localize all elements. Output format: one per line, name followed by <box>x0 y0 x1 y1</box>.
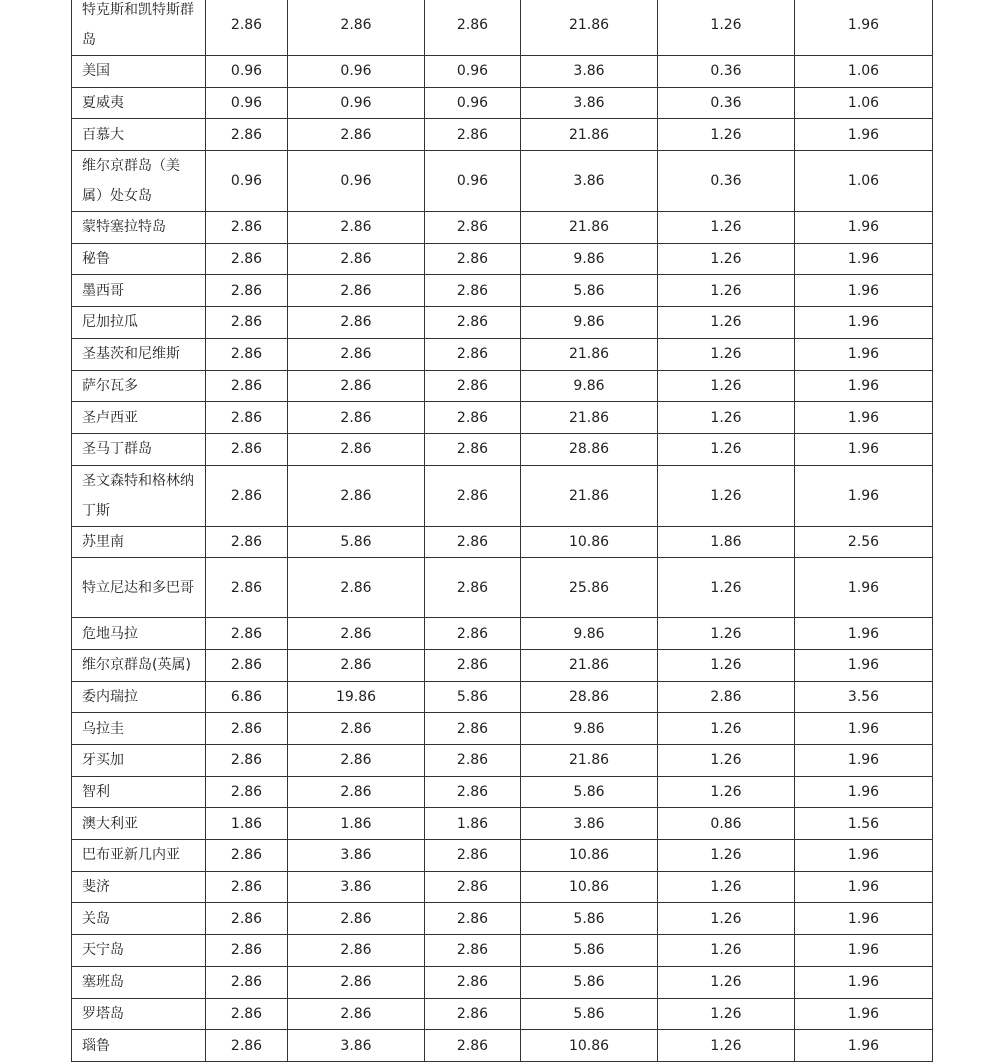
rate-cell-4: 9.86 <box>521 370 658 402</box>
table-row <box>72 275 933 307</box>
rate-cell-2: 0.96 <box>288 56 425 88</box>
rate-cell-6: 1.96 <box>795 243 933 275</box>
table-row <box>72 649 933 681</box>
rate-cell-5: 1.26 <box>658 776 795 808</box>
rate-cell-3: 0.96 <box>425 87 521 119</box>
rate-cell-6: 3.56 <box>795 681 933 713</box>
rate-cell-5: 1.26 <box>658 1030 795 1062</box>
rate-cell-2: 2.86 <box>288 307 425 339</box>
rate-cell-5: 1.26 <box>658 998 795 1030</box>
rate-cell-5: 1.26 <box>658 0 795 56</box>
country-cell: 智利 <box>72 776 206 808</box>
rate-cell-3: 2.86 <box>425 402 521 434</box>
rate-cell-6: 1.96 <box>795 745 933 777</box>
rate-cell-1: 2.86 <box>206 840 288 872</box>
rate-cell-5: 1.26 <box>658 618 795 650</box>
rate-cell-4: 3.86 <box>521 87 658 119</box>
rate-cell-2: 1.86 <box>288 808 425 840</box>
rate-cell-5: 0.36 <box>658 56 795 88</box>
country-cell: 危地马拉 <box>72 618 206 650</box>
table-row <box>72 402 933 434</box>
rate-cell-3: 0.96 <box>425 56 521 88</box>
rate-cell-4: 10.86 <box>521 871 658 903</box>
rate-cell-5: 1.26 <box>658 840 795 872</box>
rate-cell-1: 2.86 <box>206 526 288 558</box>
rate-cell-2: 3.86 <box>288 840 425 872</box>
rate-cell-1: 2.86 <box>206 212 288 244</box>
rate-cell-4: 5.86 <box>521 935 658 967</box>
rate-cell-4: 5.86 <box>521 998 658 1030</box>
rate-cell-5: 0.36 <box>658 87 795 119</box>
rate-cell-4: 21.86 <box>521 745 658 777</box>
rate-cell-2: 2.86 <box>288 558 425 618</box>
table-row <box>72 56 933 88</box>
country-cell: 蒙特塞拉特岛 <box>72 212 206 244</box>
country-cell: 维尔京群岛（美属）处女岛 <box>72 151 206 212</box>
rate-cell-4: 21.86 <box>521 212 658 244</box>
rate-cell-2: 3.86 <box>288 1030 425 1062</box>
rate-cell-6: 1.96 <box>795 966 933 998</box>
table-row <box>72 307 933 339</box>
table-row <box>72 966 933 998</box>
country-cell: 瑙鲁 <box>72 1030 206 1062</box>
rate-cell-2: 2.86 <box>288 243 425 275</box>
rate-cell-6: 1.06 <box>795 56 933 88</box>
rate-cell-5: 1.26 <box>658 307 795 339</box>
rate-cell-2: 0.96 <box>288 87 425 119</box>
rate-cell-1: 0.96 <box>206 56 288 88</box>
rate-cell-5: 0.36 <box>658 151 795 212</box>
rate-cell-1: 2.86 <box>206 998 288 1030</box>
rate-cell-1: 1.86 <box>206 808 288 840</box>
rate-cell-5: 1.26 <box>658 275 795 307</box>
country-cell: 圣基茨和尼维斯 <box>72 338 206 370</box>
rate-cell-6: 1.96 <box>795 618 933 650</box>
rate-cell-5: 1.86 <box>658 526 795 558</box>
rate-cell-4: 3.86 <box>521 808 658 840</box>
country-cell: 百慕大 <box>72 119 206 151</box>
rate-cell-5: 1.26 <box>658 119 795 151</box>
rate-cell-3: 0.96 <box>425 151 521 212</box>
country-cell: 巴布亚新几内亚 <box>72 840 206 872</box>
rate-cell-3: 2.86 <box>425 465 521 526</box>
country-cell: 特克斯和凯特斯群岛 <box>72 0 206 56</box>
rate-cell-6: 1.56 <box>795 808 933 840</box>
rate-cell-4: 3.86 <box>521 151 658 212</box>
rate-cell-3: 2.86 <box>425 713 521 745</box>
country-cell: 苏里南 <box>72 526 206 558</box>
country-cell: 牙买加 <box>72 745 206 777</box>
rate-cell-4: 21.86 <box>521 465 658 526</box>
rate-cell-1: 2.86 <box>206 0 288 56</box>
rate-cell-1: 2.86 <box>206 275 288 307</box>
rate-cell-1: 2.86 <box>206 903 288 935</box>
table-row <box>72 212 933 244</box>
rate-cell-2: 2.86 <box>288 649 425 681</box>
table-row <box>72 151 933 212</box>
rate-cell-1: 2.86 <box>206 402 288 434</box>
table-row <box>72 370 933 402</box>
rate-cell-6: 1.96 <box>795 558 933 618</box>
rate-cell-3: 2.86 <box>425 871 521 903</box>
table-row <box>72 465 933 526</box>
rate-cell-1: 2.86 <box>206 119 288 151</box>
rate-cell-3: 2.86 <box>425 243 521 275</box>
table-row <box>72 776 933 808</box>
rate-cell-2: 2.86 <box>288 745 425 777</box>
rate-cell-6: 1.96 <box>795 776 933 808</box>
rate-cell-6: 1.96 <box>795 0 933 56</box>
rate-cell-3: 2.86 <box>425 0 521 56</box>
rate-cell-4: 21.86 <box>521 402 658 434</box>
table-row <box>72 808 933 840</box>
table-row <box>72 433 933 465</box>
rate-cell-3: 2.86 <box>425 840 521 872</box>
rate-cell-6: 1.96 <box>795 402 933 434</box>
table-row <box>72 998 933 1030</box>
rate-cell-6: 1.96 <box>795 1030 933 1062</box>
country-cell: 美国 <box>72 56 206 88</box>
country-cell: 夏威夷 <box>72 87 206 119</box>
rate-cell-6: 1.96 <box>795 840 933 872</box>
rate-cell-3: 2.86 <box>425 275 521 307</box>
rate-cell-6: 1.96 <box>795 370 933 402</box>
rate-cell-1: 2.86 <box>206 966 288 998</box>
table-row <box>72 745 933 777</box>
country-cell: 斐济 <box>72 871 206 903</box>
rate-cell-6: 1.96 <box>795 935 933 967</box>
country-cell: 天宁岛 <box>72 935 206 967</box>
rate-cell-1: 0.96 <box>206 151 288 212</box>
rate-cell-2: 2.86 <box>288 0 425 56</box>
rate-cell-1: 2.86 <box>206 370 288 402</box>
rate-cell-2: 2.86 <box>288 433 425 465</box>
rate-cell-4: 9.86 <box>521 307 658 339</box>
rate-cell-6: 1.96 <box>795 212 933 244</box>
rate-cell-2: 2.86 <box>288 903 425 935</box>
country-cell: 罗塔岛 <box>72 998 206 1030</box>
rate-cell-5: 1.26 <box>658 212 795 244</box>
rate-cell-3: 2.86 <box>425 776 521 808</box>
rate-cell-5: 1.26 <box>658 871 795 903</box>
table-row <box>72 935 933 967</box>
rate-cell-4: 21.86 <box>521 0 658 56</box>
rate-cell-4: 3.86 <box>521 56 658 88</box>
rate-cell-3: 2.86 <box>425 1030 521 1062</box>
country-cell: 圣马丁群岛 <box>72 433 206 465</box>
rate-cell-5: 0.86 <box>658 808 795 840</box>
rate-cell-6: 1.96 <box>795 713 933 745</box>
country-cell: 特立尼达和多巴哥 <box>72 558 206 618</box>
country-cell: 维尔京群岛(英属) <box>72 649 206 681</box>
rate-cell-4: 10.86 <box>521 840 658 872</box>
rate-cell-4: 9.86 <box>521 243 658 275</box>
rate-cell-6: 1.96 <box>795 465 933 526</box>
rate-cell-1: 2.86 <box>206 935 288 967</box>
rate-cell-3: 2.86 <box>425 649 521 681</box>
rate-cell-4: 5.86 <box>521 275 658 307</box>
table-row <box>72 243 933 275</box>
rate-cell-1: 2.86 <box>206 618 288 650</box>
table-row <box>72 87 933 119</box>
table-row <box>72 903 933 935</box>
rate-cell-3: 2.86 <box>425 526 521 558</box>
rate-cell-1: 2.86 <box>206 307 288 339</box>
rate-cell-2: 0.96 <box>288 151 425 212</box>
rate-cell-2: 2.86 <box>288 402 425 434</box>
rate-cell-3: 5.86 <box>425 681 521 713</box>
rate-cell-5: 1.26 <box>658 370 795 402</box>
rate-cell-1: 2.86 <box>206 558 288 618</box>
country-cell: 萨尔瓦多 <box>72 370 206 402</box>
country-cell: 乌拉圭 <box>72 713 206 745</box>
rate-cell-6: 1.96 <box>795 903 933 935</box>
rate-cell-1: 2.86 <box>206 713 288 745</box>
rate-cell-6: 1.96 <box>795 871 933 903</box>
rate-cell-3: 2.86 <box>425 338 521 370</box>
rate-cell-4: 10.86 <box>521 1030 658 1062</box>
rate-cell-2: 2.86 <box>288 998 425 1030</box>
rate-cell-4: 10.86 <box>521 526 658 558</box>
rate-cell-6: 1.96 <box>795 338 933 370</box>
rate-cell-2: 2.86 <box>288 966 425 998</box>
table-row <box>72 713 933 745</box>
country-cell: 墨西哥 <box>72 275 206 307</box>
rate-cell-2: 19.86 <box>288 681 425 713</box>
rate-cell-2: 2.86 <box>288 212 425 244</box>
country-cell: 圣文森特和格林纳丁斯 <box>72 465 206 526</box>
rate-cell-5: 1.26 <box>658 903 795 935</box>
rate-cell-1: 6.86 <box>206 681 288 713</box>
rate-cell-3: 2.86 <box>425 119 521 151</box>
rate-cell-3: 2.86 <box>425 966 521 998</box>
rate-cell-4: 5.86 <box>521 776 658 808</box>
rate-cell-2: 2.86 <box>288 465 425 526</box>
rate-cell-3: 2.86 <box>425 935 521 967</box>
rate-cell-1: 2.86 <box>206 465 288 526</box>
rate-cell-4: 5.86 <box>521 903 658 935</box>
rate-cell-5: 1.26 <box>658 935 795 967</box>
table-row <box>72 618 933 650</box>
rate-cell-5: 1.26 <box>658 433 795 465</box>
rate-cell-6: 1.96 <box>795 119 933 151</box>
rate-cell-2: 2.86 <box>288 713 425 745</box>
rate-cell-1: 2.86 <box>206 338 288 370</box>
rate-cell-4: 28.86 <box>521 433 658 465</box>
rate-cell-2: 2.86 <box>288 776 425 808</box>
rate-cell-1: 2.86 <box>206 776 288 808</box>
rate-cell-4: 9.86 <box>521 713 658 745</box>
table-row <box>72 871 933 903</box>
table-row <box>72 558 933 618</box>
rate-cell-4: 28.86 <box>521 681 658 713</box>
rate-cell-2: 2.86 <box>288 935 425 967</box>
table-row <box>72 526 933 558</box>
rate-cell-2: 2.86 <box>288 275 425 307</box>
rate-cell-3: 2.86 <box>425 370 521 402</box>
rate-cell-3: 2.86 <box>425 745 521 777</box>
country-cell: 塞班岛 <box>72 966 206 998</box>
rate-cell-3: 2.86 <box>425 618 521 650</box>
rate-cell-5: 1.26 <box>658 713 795 745</box>
table-row <box>72 0 933 56</box>
rate-cell-2: 5.86 <box>288 526 425 558</box>
rate-cell-5: 1.26 <box>658 966 795 998</box>
rate-cell-5: 1.26 <box>658 649 795 681</box>
rate-cell-6: 1.96 <box>795 275 933 307</box>
rate-cell-6: 1.06 <box>795 151 933 212</box>
rate-cell-1: 2.86 <box>206 243 288 275</box>
rate-cell-3: 2.86 <box>425 903 521 935</box>
table-row <box>72 338 933 370</box>
rate-cell-5: 1.26 <box>658 338 795 370</box>
country-cell: 澳大利亚 <box>72 808 206 840</box>
rate-cell-6: 1.96 <box>795 649 933 681</box>
rate-cell-5: 1.26 <box>658 558 795 618</box>
country-cell: 秘鲁 <box>72 243 206 275</box>
table-row <box>72 119 933 151</box>
rate-cell-2: 2.86 <box>288 618 425 650</box>
country-cell: 尼加拉瓜 <box>72 307 206 339</box>
rate-cell-6: 2.56 <box>795 526 933 558</box>
rate-cell-6: 1.96 <box>795 307 933 339</box>
table-row <box>72 840 933 872</box>
rate-cell-3: 2.86 <box>425 307 521 339</box>
rate-cell-4: 25.86 <box>521 558 658 618</box>
rate-table-body <box>72 0 933 1061</box>
rate-cell-3: 2.86 <box>425 998 521 1030</box>
table-row <box>72 681 933 713</box>
rate-cell-4: 21.86 <box>521 649 658 681</box>
rate-cell-1: 2.86 <box>206 871 288 903</box>
rate-cell-1: 2.86 <box>206 433 288 465</box>
rate-cell-1: 2.86 <box>206 649 288 681</box>
rate-cell-4: 21.86 <box>521 338 658 370</box>
country-cell: 圣卢西亚 <box>72 402 206 434</box>
rate-cell-1: 0.96 <box>206 87 288 119</box>
rate-cell-6: 1.06 <box>795 87 933 119</box>
rate-cell-3: 2.86 <box>425 558 521 618</box>
rate-cell-2: 2.86 <box>288 370 425 402</box>
rate-cell-5: 2.86 <box>658 681 795 713</box>
rate-cell-1: 2.86 <box>206 745 288 777</box>
country-cell: 委内瑞拉 <box>72 681 206 713</box>
rate-cell-3: 2.86 <box>425 212 521 244</box>
rate-cell-4: 5.86 <box>521 966 658 998</box>
country-cell: 关岛 <box>72 903 206 935</box>
rate-cell-3: 2.86 <box>425 433 521 465</box>
rate-cell-6: 1.96 <box>795 433 933 465</box>
rate-cell-2: 2.86 <box>288 119 425 151</box>
rate-cell-4: 9.86 <box>521 618 658 650</box>
rate-cell-3: 1.86 <box>425 808 521 840</box>
rate-cell-2: 2.86 <box>288 338 425 370</box>
rate-cell-5: 1.26 <box>658 745 795 777</box>
rate-cell-5: 1.26 <box>658 243 795 275</box>
rate-cell-5: 1.26 <box>658 402 795 434</box>
rate-cell-6: 1.96 <box>795 998 933 1030</box>
rate-cell-2: 3.86 <box>288 871 425 903</box>
rate-table <box>71 0 933 1062</box>
table-row <box>72 1030 933 1062</box>
rate-cell-1: 2.86 <box>206 1030 288 1062</box>
rate-cell-4: 21.86 <box>521 119 658 151</box>
rate-cell-5: 1.26 <box>658 465 795 526</box>
